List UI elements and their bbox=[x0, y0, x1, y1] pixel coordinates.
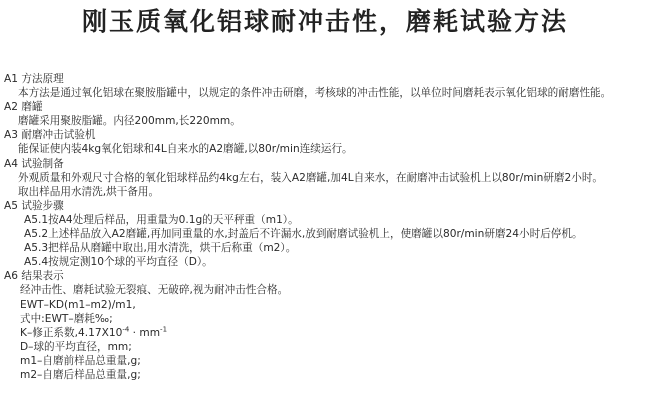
m2-definition: m2–自磨后样品总重量,g; bbox=[20, 368, 141, 381]
k-definition-unit: · mm bbox=[129, 326, 161, 339]
document-body bbox=[4, 72, 648, 382]
section-heading-a4: A4 试验制备 bbox=[4, 157, 64, 170]
section-heading-a3: A3 耐磨冲击试验机 bbox=[4, 129, 96, 142]
section-text-a6: 经冲击性、磨耗试验无裂痕、无破碎,视为耐冲击性合格。 bbox=[20, 284, 289, 297]
k-definition bbox=[4, 326, 648, 340]
k-definition-main: K–修正系数,4.17X10 bbox=[20, 326, 123, 339]
k-exponent-2: -1 bbox=[160, 325, 168, 334]
step-a5-1: A5.1按A4处理后样品，用重量为0.1g的天平秤重（m1）。 bbox=[24, 213, 299, 226]
section-text-a4-2: 取出样品用水清洗,烘干备用。 bbox=[18, 185, 160, 198]
section-heading-a1: A1 方法原理 bbox=[4, 73, 64, 85]
formula-where: 式中:EWT–磨耗‰; bbox=[20, 312, 113, 325]
step-a5-2: A5.2上述样品放入A2磨罐,再加同重量的水,封盖后不许漏水,放到耐磨试验机上，使磨罐以80r/min研磨24小时后停机。 bbox=[24, 228, 583, 241]
section-text-a2: 磨罐采用聚胺脂罐。内径200mm,长220mm。 bbox=[18, 115, 241, 128]
section-text-a3: 能保证使内装4kg氧化铝球和4L自来水的A2磨罐,以80r/min连续运行。 bbox=[18, 143, 353, 156]
document-title: 刚玉质氧化铝球耐冲击性，磨耗试验方法 bbox=[81, 7, 568, 36]
section-heading-a5: A5 试验步骤 bbox=[4, 199, 64, 212]
formula: EWT–KD(m1–m2)/m1, bbox=[20, 298, 136, 311]
section-heading-a2: A2 磨罐 bbox=[4, 101, 43, 114]
m1-definition: m1–自磨前样品总重量,g; bbox=[20, 354, 141, 367]
section-text-a1: 本方法是通过氧化铝球在聚胺脂罐中，以规定的条件冲击研磨，考核球的冲击性能，以单位时间磨耗表示氧化铝球的耐磨性能。 bbox=[18, 87, 612, 100]
section-heading-a6: A6 结果表示 bbox=[4, 270, 64, 283]
step-a5-3: A5.3把样品从磨罐中取出,用水清洗，烘干后称重（m2）。 bbox=[24, 242, 297, 255]
d-definition: D–球的平均直径，mm; bbox=[20, 340, 132, 353]
step-a5-4: A5.4按规定测10个球的平均直径（D）。 bbox=[24, 256, 213, 269]
section-text-a4-1: 外观质量和外观尺寸合格的氧化铝球样品约4kg左右，装入A2磨罐,加4L自来水，在耐磨冲击试验机上以80r/min研磨2小时。 bbox=[18, 171, 604, 184]
k-exponent-1: -4 bbox=[122, 325, 130, 334]
